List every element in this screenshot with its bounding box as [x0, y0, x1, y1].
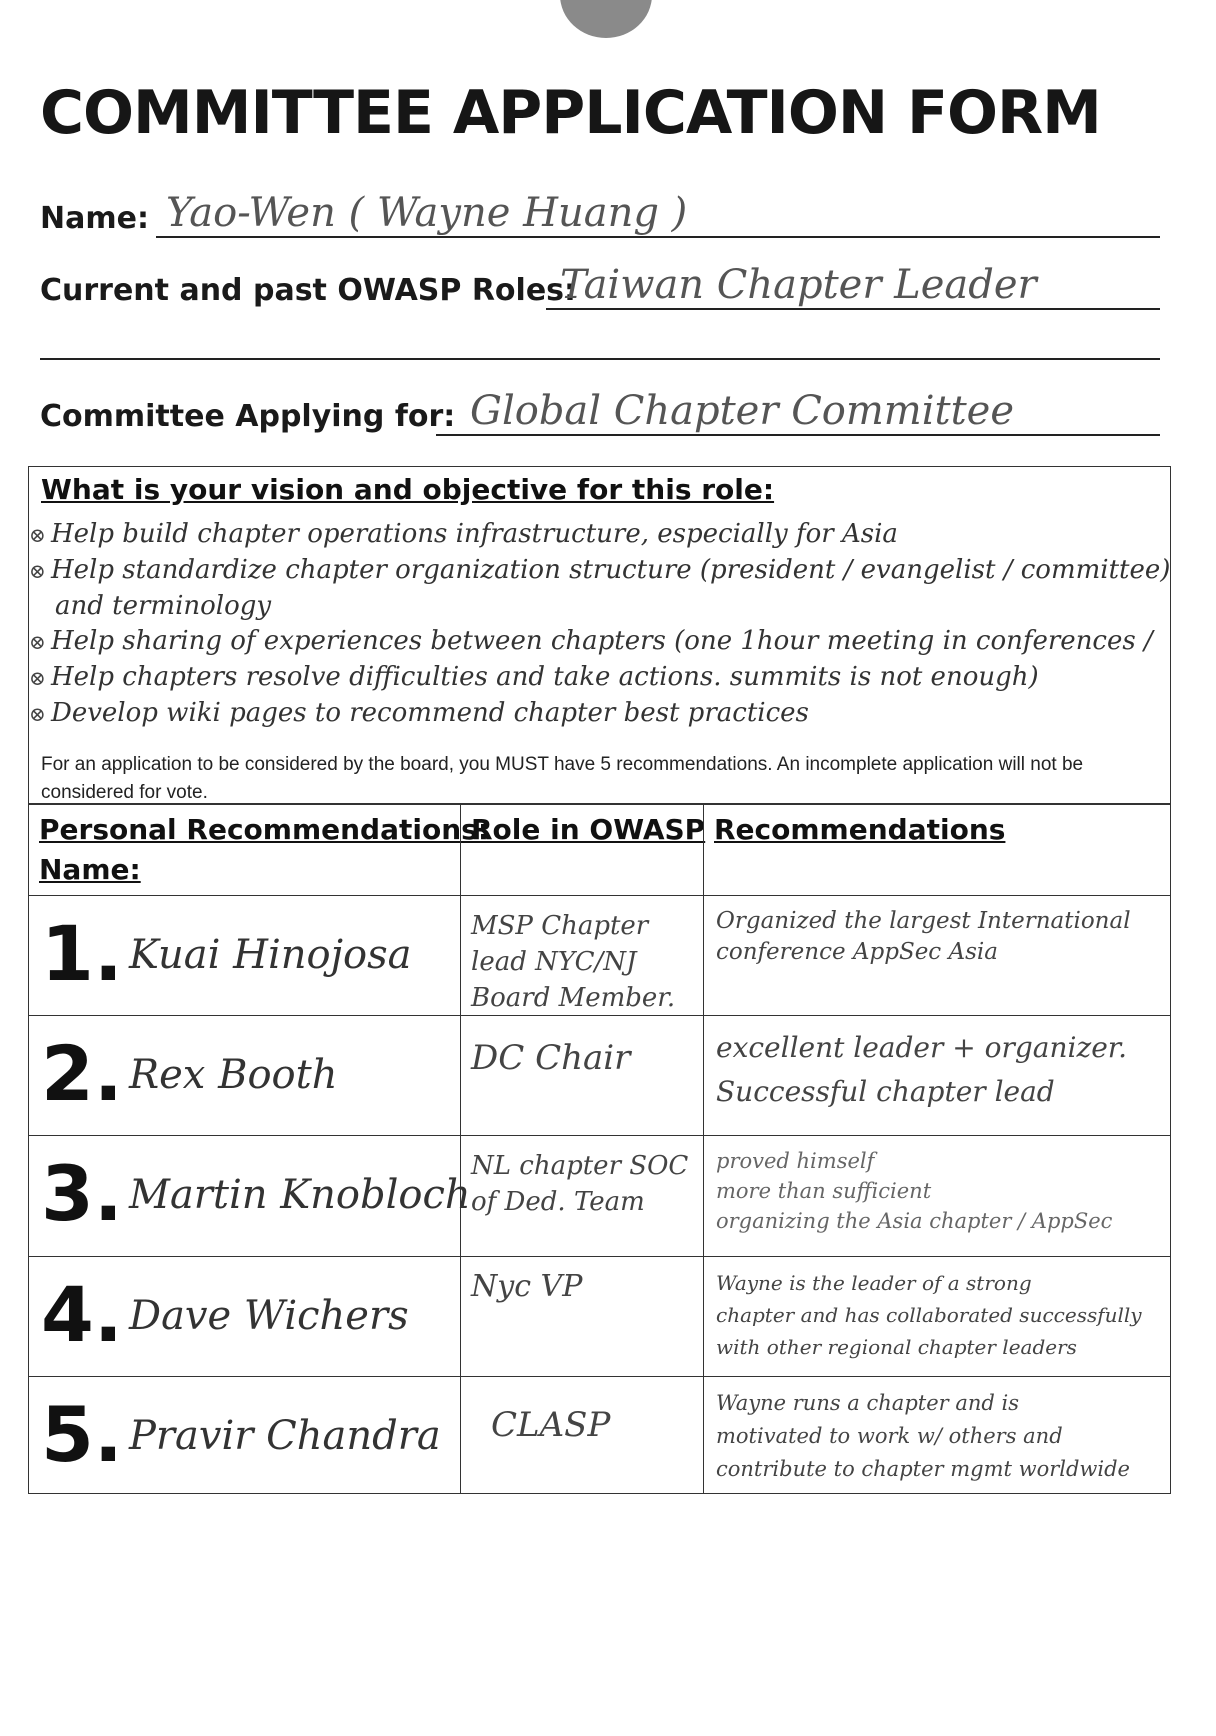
vision-item	[29, 696, 1209, 732]
committee-label: Committee Applying for:	[40, 399, 456, 434]
recommendation-text[interactable]	[716, 906, 1131, 968]
recommendation-line: organizing the Asia chapter / AppSec	[716, 1209, 1113, 1233]
recommendation-line: Wayne is the leader of a strong	[716, 1271, 1032, 1295]
recommendation-line: chapter and has collaborated successfully	[716, 1303, 1142, 1327]
bullet-icon: ⊗	[29, 666, 46, 690]
recommender-name-cell	[28, 1376, 461, 1494]
vision-item	[29, 660, 1209, 696]
recommendation-text[interactable]	[716, 1267, 1142, 1363]
header-role	[460, 804, 704, 896]
recommendation-line: more than sufficient	[716, 1179, 932, 1203]
vision-item	[29, 517, 1209, 553]
recommendation-text[interactable]	[716, 1146, 1112, 1236]
bullet-icon: ⊗	[29, 702, 46, 726]
recommender-name[interactable]: Rex Booth	[129, 1052, 338, 1098]
recommender-role[interactable]: DC Chair	[471, 1038, 631, 1078]
recommender-role[interactable]: CLASP	[491, 1405, 611, 1445]
roles-value[interactable]: Taiwan Chapter Leader	[560, 262, 1037, 308]
header-recommendations	[703, 804, 1171, 896]
recommender-name[interactable]: Kuai Hinojosa	[129, 932, 412, 978]
roles-extra-line	[40, 358, 1160, 360]
recommender-role-cell	[460, 1135, 704, 1257]
committee-line	[436, 434, 1160, 436]
recommender-name-cell	[28, 1015, 461, 1136]
bullet-icon: ⊗	[29, 559, 46, 583]
row-number: 2.	[41, 1029, 123, 1118]
vision-item-text: Develop wiki pages to recommend chapter best practices	[51, 698, 809, 728]
header-personal	[28, 804, 490, 896]
recommender-name-cell	[28, 1135, 471, 1257]
recommendation-requirement-note: For an application to be considered by the board, you MUST have 5 recommendations. An incomplete application will not be considered for vote.	[41, 754, 1084, 803]
recommendation-line: contribute to chapter mgmt worldwide	[716, 1457, 1130, 1481]
recommender-role[interactable]: NL chapter SOC of Ded. Team	[471, 1151, 689, 1217]
recommender-name[interactable]: Dave Wichers	[129, 1293, 409, 1339]
vision-item	[29, 589, 1209, 624]
recommendation-cell	[703, 1376, 1171, 1494]
recommendation-line: Wayne runs a chapter and is	[716, 1391, 1019, 1415]
vision-item-text: Help sharing of experiences between chapters (one 1hour meeting in conferences /	[51, 626, 1153, 656]
recommendation-cell	[703, 1015, 1171, 1136]
vision-item	[29, 624, 1209, 660]
row-number: 1.	[41, 909, 123, 998]
header-recommendations-label: Recommendations	[714, 813, 1006, 846]
recommender-name[interactable]: Pravir Chandra	[129, 1413, 441, 1459]
recommender-role-cell	[460, 1376, 704, 1494]
punch-hole	[560, 0, 652, 38]
row-number: 4.	[41, 1270, 123, 1359]
name-value[interactable]: Yao-Wen ( Wayne Huang )	[166, 190, 688, 236]
recommender-role-cell	[460, 1015, 704, 1136]
recommendation-line: with other regional chapter leaders	[716, 1335, 1077, 1359]
recommender-role[interactable]: Nyc VP	[471, 1269, 583, 1304]
recommendations-table	[28, 804, 1171, 1494]
vision-item-text: Help build chapter operations infrastructure, especially for Asia	[51, 519, 898, 549]
row-number: 3.	[41, 1149, 123, 1238]
vision-item	[29, 553, 1209, 589]
header-name-label: Name:	[39, 853, 141, 886]
header-personal-label: Personal Recommendations:	[39, 813, 490, 846]
recommender-name-cell	[28, 1256, 461, 1377]
recommendation-text[interactable]	[716, 1026, 1127, 1114]
form-title: COMMITTEE APPLICATION FORM	[40, 78, 1101, 148]
vision-list[interactable]	[29, 517, 1209, 732]
vision-heading: What is your vision and objective for this role:	[41, 473, 775, 506]
name-label: Name:	[40, 201, 149, 236]
committee-row	[40, 384, 1160, 440]
bullet-icon: ⊗	[29, 523, 46, 547]
roles-label: Current and past OWASP Roles:	[40, 273, 577, 308]
recommender-role-cell	[460, 895, 704, 1016]
recommendation-cell	[703, 1256, 1171, 1377]
vision-item-text: Help standardize chapter organization structure (president / evangelist / committee)	[51, 555, 1171, 585]
vision-section	[28, 466, 1171, 804]
vision-item-text: and terminology	[55, 591, 272, 621]
recommender-name-cell	[28, 895, 461, 1016]
vision-item-text: Help chapters resolve difficulties and take actions. summits is not enough)	[51, 662, 1039, 692]
name-line	[156, 236, 1160, 238]
recommendation-line: Organized the largest International	[716, 908, 1131, 934]
recommender-role-cell	[460, 1256, 704, 1377]
recommendation-line: Successful chapter lead	[716, 1075, 1055, 1108]
recommendation-cell	[703, 1135, 1171, 1257]
recommender-role[interactable]: MSP Chapter lead NYC/NJ Board Member.	[471, 911, 676, 1013]
recommendation-text[interactable]	[716, 1387, 1130, 1486]
bullet-icon: ⊗	[29, 630, 46, 654]
roles-row	[40, 258, 1160, 314]
recommendation-line: conference AppSec Asia	[716, 939, 998, 965]
recommendation-line: proved himself	[716, 1149, 875, 1173]
recommendation-cell	[703, 895, 1171, 1016]
recommendation-line: motivated to work w/ others and	[716, 1424, 1063, 1448]
header-role-label: Role in OWASP	[471, 813, 706, 846]
row-number: 5.	[41, 1390, 123, 1479]
roles-line	[546, 308, 1160, 310]
name-row	[40, 186, 1160, 242]
recommender-name[interactable]: Martin Knobloch	[129, 1172, 471, 1218]
committee-value[interactable]: Global Chapter Committee	[470, 388, 1015, 434]
recommendation-line: excellent leader + organizer.	[716, 1031, 1128, 1064]
